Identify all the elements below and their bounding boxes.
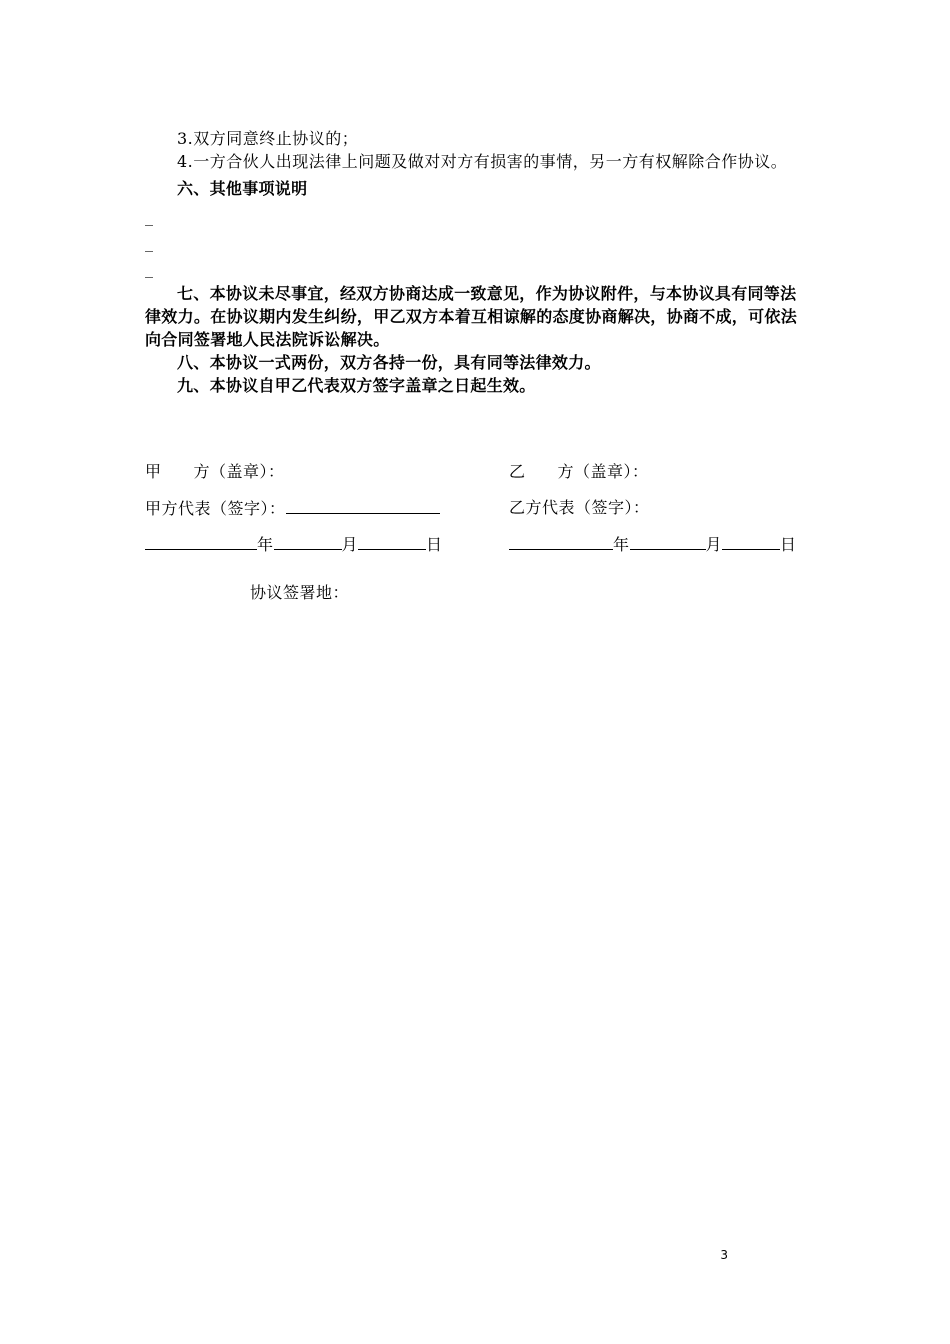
party-b-representative <box>509 497 650 519</box>
clause-item-3: 3.双方同意终止协议的； <box>177 129 359 148</box>
blank-line: _ <box>145 207 154 226</box>
party-a-date <box>145 533 443 556</box>
party-b-seal-label: 方（盖章）： <box>557 462 649 481</box>
party-a-day-line[interactable] <box>358 533 426 550</box>
party-b-date <box>509 533 797 556</box>
blank-line: _ <box>145 259 154 278</box>
party-a-label: 甲 <box>145 462 162 481</box>
section-8: 八、本协议一式两份，双方各持一份，具有同等法律效力。 <box>177 353 601 372</box>
section-6-title: 六、其他事项说明 <box>177 179 308 198</box>
party-b-year-line[interactable] <box>509 533 613 550</box>
signing-place: 协议签署地： <box>250 583 350 602</box>
party-b-seal <box>509 461 649 483</box>
party-b-day-line[interactable] <box>722 533 780 550</box>
party-b-label: 乙 <box>509 462 526 481</box>
party-a-rep-label: 甲方代表（签字）： <box>145 499 286 518</box>
party-a-representative <box>145 497 440 520</box>
year-label: 年 <box>257 535 274 554</box>
year-label: 年 <box>613 535 630 554</box>
day-label: 日 <box>780 535 797 554</box>
month-label: 月 <box>705 535 723 554</box>
party-a-seal <box>145 461 285 483</box>
page-number: 3 <box>720 1248 728 1262</box>
blank-line: _ <box>145 233 154 252</box>
party-a-seal-label: 方（盖章）： <box>193 462 285 481</box>
party-a-month-line[interactable] <box>274 533 342 550</box>
blank-lines <box>145 204 805 282</box>
clause-block <box>145 127 805 397</box>
day-label: 日 <box>426 535 443 554</box>
section-7: 七、本协议未尽事宜，经双方协商达成一致意见，作为协议附件，与本协议具有同等法律效力。在协议期内发生纠纷，甲乙双方本着互相谅解的态度协商解决，协商不成，可依法向合同签署地人民法院诉讼解决。 <box>145 284 798 349</box>
party-b-month-line[interactable] <box>630 533 706 550</box>
party-a-signature-line[interactable] <box>286 497 440 514</box>
section-9: 九、本协议自甲乙代表双方签字盖章之日起生效。 <box>177 376 536 395</box>
party-b-rep-label: 乙方代表（签字）： <box>509 498 650 517</box>
month-label: 月 <box>341 535 359 554</box>
party-a-year-line[interactable] <box>145 533 257 550</box>
clause-item-4: 4.一方合伙人出现法律上问题及做对对方有损害的事情，另一方有权解除合作协议。 <box>177 152 788 171</box>
